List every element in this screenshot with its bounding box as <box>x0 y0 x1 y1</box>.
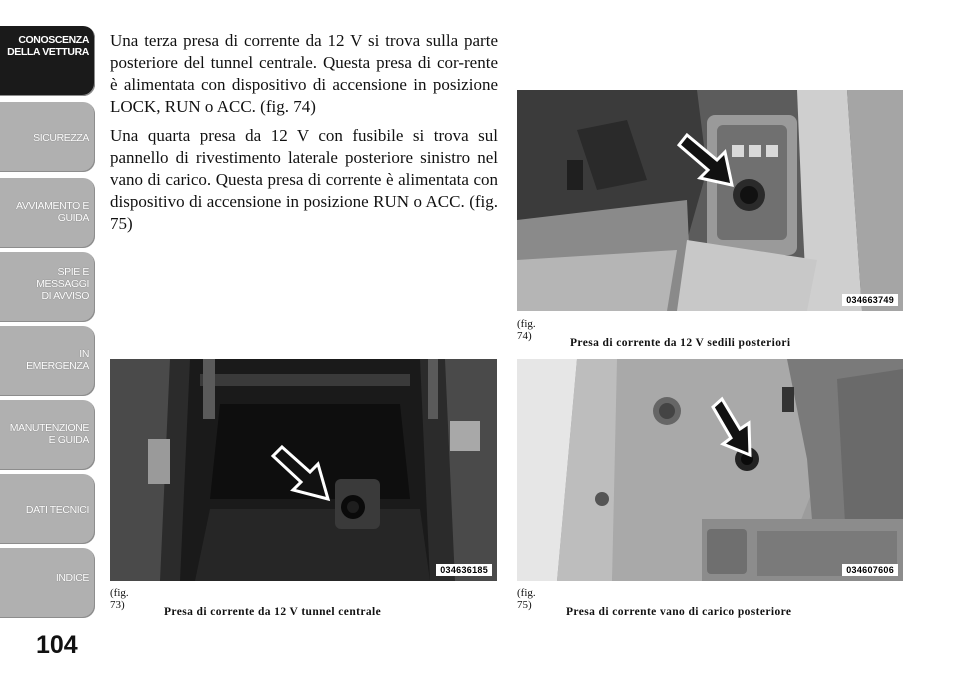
fig73-caption: Presa di corrente da 12 V tunnel centrale <box>164 606 382 618</box>
fig73-label: (fig. 73) <box>110 587 129 611</box>
tab-conoscenza-della-vettura[interactable] <box>0 26 95 96</box>
tab-sicurezza[interactable] <box>0 102 95 172</box>
fig74-photo <box>517 90 903 311</box>
fig74-label: (fig. 74) <box>517 318 536 342</box>
tab-dati-tecnici[interactable] <box>0 474 95 544</box>
tab-label: SPIE E MESSAGGI DI AVVISO <box>36 266 89 302</box>
paragraph-third-outlet: Una terza presa di corrente da 12 V si trova sulla parte posteriore del tunnel centrale. Questa presa di cor-rente è alimentata con dispositivo di accensione in posizione LOCK, RUN o ACC. (fig. 74) <box>110 31 498 116</box>
tab-label: AVVIAMENTO E GUIDA <box>16 200 89 224</box>
fig73-image-code: 034636185 <box>436 564 492 576</box>
fig73-photo <box>110 359 497 581</box>
body-text <box>110 30 498 242</box>
tab-manutenzione-e-guida[interactable] <box>0 400 95 470</box>
tab-in-emergenza[interactable] <box>0 326 95 396</box>
tab-label: IN EMERGENZA <box>26 348 89 372</box>
fig74-image-code: 034663749 <box>842 294 898 306</box>
tab-label: MANUTENZIONE E GUIDA <box>9 422 89 446</box>
tab-label: CONOSCENZA DELLA VETTURA <box>7 34 89 58</box>
tab-label: SICUREZZA <box>33 132 89 144</box>
tab-label: INDICE <box>55 572 89 584</box>
tab-label: DATI TECNICI <box>25 504 89 516</box>
fig74-caption: Presa di corrente da 12 V sedili posteriori <box>570 337 791 349</box>
fig75-image-code: 034607606 <box>842 564 898 576</box>
fig75-label: (fig. 75) <box>517 587 536 611</box>
page-number: 104 <box>36 631 78 659</box>
tab-indice[interactable] <box>0 548 95 618</box>
fig75-photo <box>517 359 903 581</box>
fig75-caption: Presa di corrente vano di carico posteriore <box>566 606 792 618</box>
paragraph-fourth-outlet: Una quarta presa da 12 V con fusibile si trova sul pannello di rivestimento laterale posteriore sinistro nel vano di carico. Questa presa di corrente è alimentata con dispositivo di accensione in posizione RUN o ACC. (fig. 75) <box>110 126 498 233</box>
tab-spie-e-messaggi[interactable] <box>0 252 95 322</box>
tab-avviamento-e-guida[interactable] <box>0 178 95 248</box>
